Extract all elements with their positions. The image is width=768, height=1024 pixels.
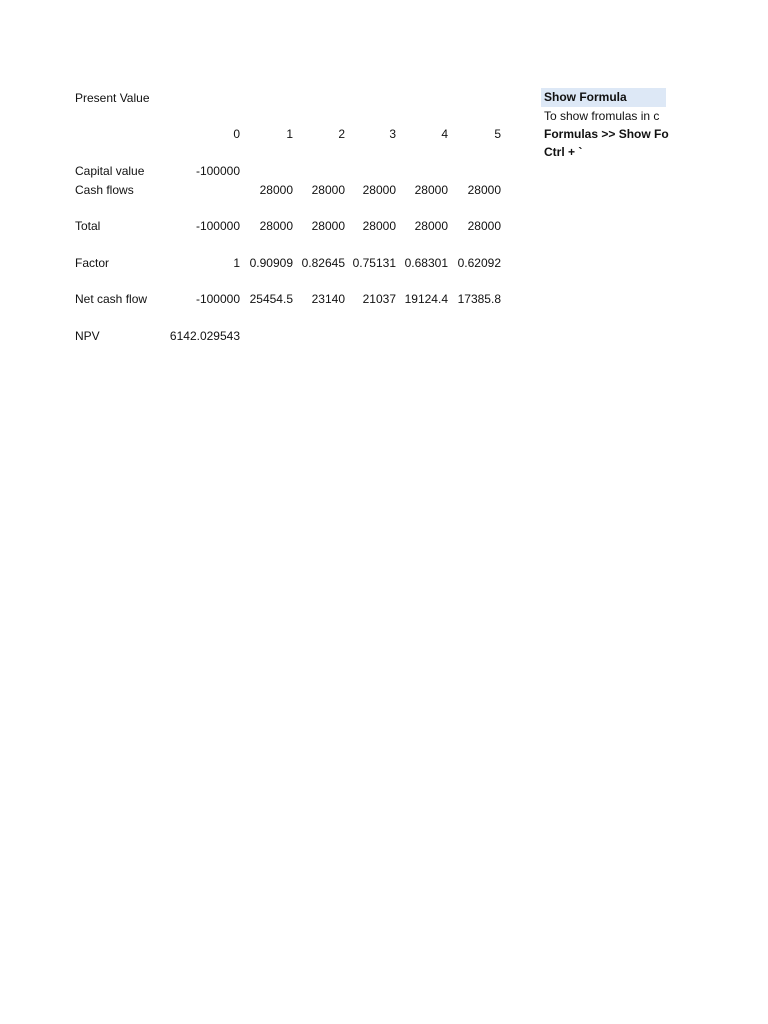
cash-flows-1: 28000	[259, 183, 293, 197]
cash-flows-2: 28000	[311, 183, 345, 197]
net-cash-flow-0: -100000	[195, 292, 240, 306]
total-1: 28000	[259, 219, 293, 233]
show-formula-note	[541, 87, 768, 167]
sheet-title: Present Value	[75, 91, 150, 105]
period-header-2: 2	[338, 127, 345, 141]
factor-4: 0.68301	[404, 256, 448, 270]
cash-flows-label: Cash flows	[75, 183, 134, 197]
total-0: -100000	[195, 219, 240, 233]
net-cash-flow-label: Net cash flow	[75, 292, 148, 306]
net-cash-flow-5: 17385.8	[457, 292, 501, 306]
period-header-4: 4	[441, 127, 448, 141]
capital-value-label: Capital value	[75, 164, 145, 178]
period-header-5: 5	[494, 127, 501, 141]
factor-5: 0.62092	[457, 256, 501, 270]
period-header-1: 1	[286, 127, 293, 141]
net-cash-flow-1: 25454.5	[249, 292, 293, 306]
factor-0: 1	[233, 256, 240, 270]
total-label: Total	[75, 219, 101, 233]
period-header-0: 0	[233, 127, 240, 141]
total-2: 28000	[311, 219, 345, 233]
cash-flows-3: 28000	[362, 183, 396, 197]
capital-value-0: -100000	[195, 164, 240, 178]
note-line-2: Formulas >> Show Fo	[544, 127, 669, 141]
factor-2: 0.82645	[301, 256, 345, 270]
net-cash-flow-2: 23140	[311, 292, 345, 306]
total-3: 28000	[362, 219, 396, 233]
total-5: 28000	[467, 219, 501, 233]
cash-flows-5: 28000	[467, 183, 501, 197]
net-cash-flow-3: 21037	[362, 292, 396, 306]
note-title: Show Formula	[541, 88, 666, 107]
period-header-3: 3	[389, 127, 396, 141]
factor-1: 0.90909	[249, 256, 293, 270]
factor-label: Factor	[75, 256, 110, 270]
total-4: 28000	[414, 219, 448, 233]
note-line-1: To show fromulas in c	[544, 109, 660, 123]
note-line-3: Ctrl + `	[544, 145, 583, 159]
factor-3: 0.75131	[352, 256, 396, 270]
cash-flows-4: 28000	[414, 183, 448, 197]
net-cash-flow-4: 19124.4	[404, 292, 448, 306]
npv-value: 6142.029543	[169, 329, 240, 343]
npv-label: NPV	[75, 329, 100, 343]
